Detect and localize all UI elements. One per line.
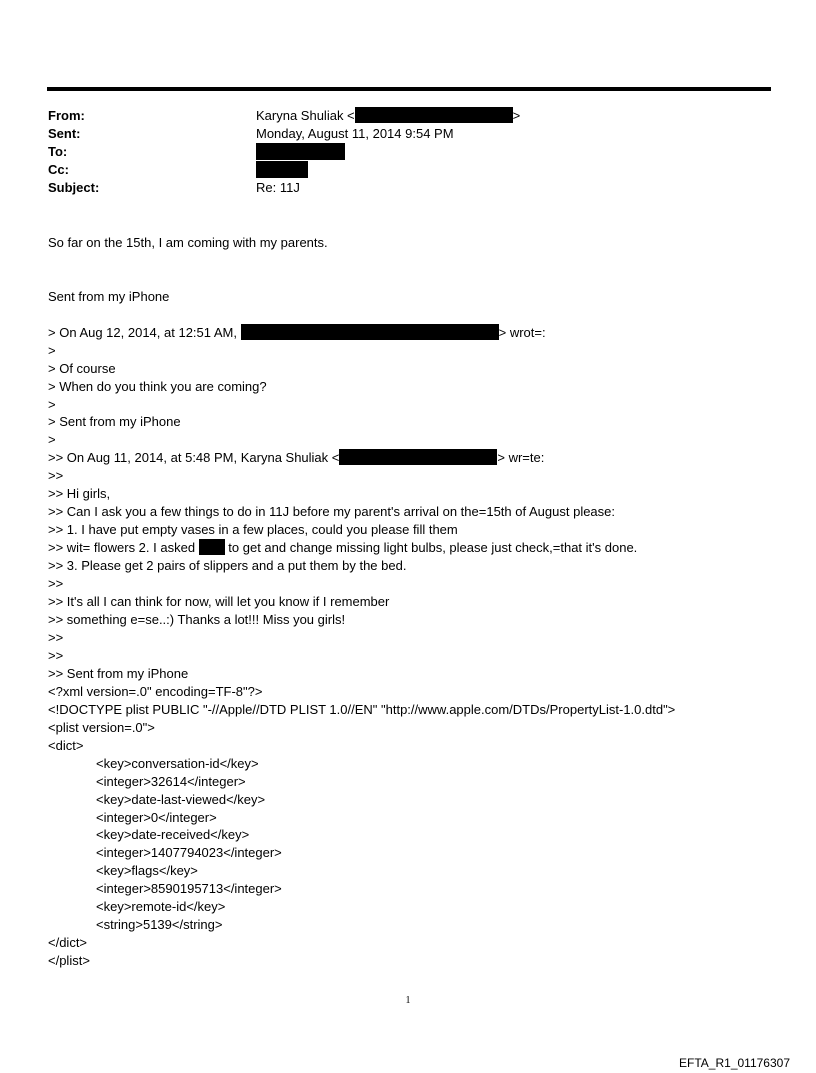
quoted-text: >> wit= flowers 2. I asked	[48, 540, 196, 555]
plist-line: <integer>8590195713</integer>	[96, 881, 282, 896]
quoted-line: >> 3. Please get 2 pairs of slippers and a put them by the bed.	[48, 558, 407, 573]
quoted-line: >> Sent from my iPhone	[48, 666, 189, 681]
plist-line: <integer>1407794023</integer>	[96, 845, 282, 860]
quoted-text: to get and change missing light bulbs, please just check,=that it's done.	[228, 540, 638, 555]
redaction-box	[199, 539, 225, 555]
quoted-text: > On Aug 12, 2014, at 12:51 AM,	[48, 325, 238, 340]
quoted-line: >> Can I ask you a few things to do in 11J before my parent's arrival on the=15th of August please:	[48, 504, 616, 519]
plist-line: <plist version=.0">	[48, 720, 155, 735]
body-line: So far on the 15th, I am coming with my parents.	[48, 235, 328, 250]
quoted-text: > wrot=:	[498, 325, 546, 340]
quoted-text: >> On Aug 11, 2014, at 5:48 PM, Karyna Shuliak <	[48, 450, 340, 465]
from-close: >	[512, 108, 521, 123]
redaction-box	[355, 107, 513, 123]
quoted-line: >	[48, 343, 56, 358]
quoted-text: > wr=te:	[497, 450, 545, 465]
plist-line: </plist>	[48, 953, 90, 968]
plist-line: <integer>32614</integer>	[96, 774, 246, 789]
to-value	[256, 143, 345, 162]
quoted-line: >	[48, 397, 56, 412]
cc-value	[256, 161, 308, 180]
subject-value: Re: 11J	[256, 180, 300, 195]
quoted-line: >> something e=se..:) Thanks a lot!!! Miss you girls!	[48, 612, 346, 627]
quoted-line: > Of course	[48, 361, 116, 376]
to-label: To:	[48, 144, 68, 159]
plist-line: <?xml version=.0" encoding=TF-8"?>	[48, 684, 263, 699]
redaction-box	[339, 449, 497, 465]
quoted-line: >>	[48, 576, 64, 591]
redaction-box	[256, 143, 345, 160]
document-id: EFTA_R1_01176307	[679, 1056, 790, 1070]
quoted-line	[48, 324, 546, 341]
quoted-line	[48, 539, 637, 556]
quoted-line: >	[48, 432, 56, 447]
redaction-box	[256, 161, 308, 178]
plist-line: <!DOCTYPE plist PUBLIC "-//Apple//DTD PLIST 1.0//EN" "http://www.apple.com/DTDs/PropertyList-1.0.dtd">	[48, 702, 676, 717]
plist-line: <dict>	[48, 738, 84, 753]
plist-line: <key>date-last-viewed</key>	[96, 792, 266, 807]
sent-value: Monday, August 11, 2014 9:54 PM	[256, 126, 454, 141]
plist-line: </dict>	[48, 935, 88, 950]
quoted-line: >>	[48, 630, 64, 645]
plist-line: <integer>0</integer>	[96, 810, 217, 825]
quoted-line	[48, 449, 544, 466]
plist-line: <key>remote-id</key>	[96, 899, 226, 914]
plist-line: <key>date-received</key>	[96, 827, 250, 842]
sent-label: Sent:	[48, 126, 81, 141]
quoted-line: >> 1. I have put empty vases in a few places, could you please fill them	[48, 522, 458, 537]
plist-line: <key>conversation-id</key>	[96, 756, 259, 771]
body-line: Sent from my iPhone	[48, 289, 170, 304]
quoted-line: >>	[48, 468, 64, 483]
quoted-line: >> It's all I can think for now, will let you know if I remember	[48, 594, 390, 609]
quoted-line: > Sent from my iPhone	[48, 414, 181, 429]
plist-line: <string>5139</string>	[96, 917, 223, 932]
subject-label: Subject:	[48, 180, 100, 195]
redaction-box	[241, 324, 499, 340]
quoted-line: >> Hi girls,	[48, 486, 111, 501]
quoted-line: >>	[48, 648, 64, 663]
from-value	[256, 107, 520, 125]
plist-line: <key>flags</key>	[96, 863, 198, 878]
header-rule	[47, 87, 771, 91]
from-label: From:	[48, 108, 85, 123]
cc-label: Cc:	[48, 162, 69, 177]
page-number: 1	[405, 995, 411, 1006]
from-name: Karyna Shuliak <	[256, 108, 355, 123]
quoted-line: > When do you think you are coming?	[48, 379, 267, 394]
